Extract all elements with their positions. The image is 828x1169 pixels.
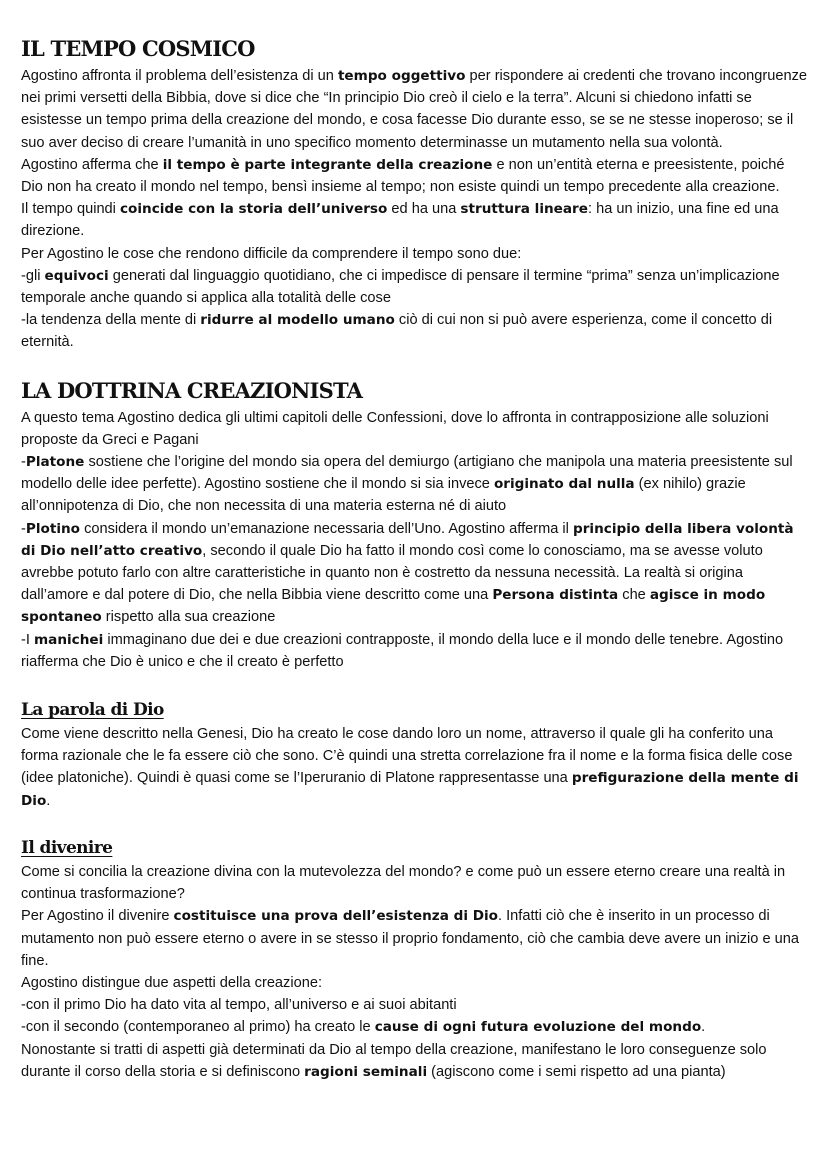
section-parola-di-dio	[21, 699, 810, 812]
list-item: -I manichei immaginano due dei e due creazioni contrapposte, il mondo della luce e il mondo delle tenebre. Agostino riafferma che Dio è unico e che il creato è perfetto	[21, 631, 784, 670]
paragraph: Come si concilia la creazione divina con la mutevolezza del mondo? e come può un essere eterno creare una realtà in continua trasformazione?	[21, 863, 786, 903]
list-item: -gli equivoci generati dal linguaggio quotidiano, che ci impedisce di pensare il termine “prima” senza un’implicazione temporale anche quando si applica alla totalità delle cose	[21, 267, 780, 307]
subsection-heading: Il divenire	[21, 837, 113, 858]
list-item: -con il primo Dio ha dato vita al tempo, all’universo e ai suoi abitanti	[21, 997, 457, 1014]
paragraph: A questo tema Agostino dedica gli ultimi capitoli delle Confessioni, dove lo affronta in contrapposizione alle soluzioni proposte da Greci e Pagani	[21, 409, 769, 448]
paragraph: Nonostante si tratti di aspetti già determinati da Dio al tempo della creazione, manifestano le loro conseguenze solo durante il corso della storia e si definiscono ragioni seminali (agiscono come i semi rispetto ad una pianta)	[21, 1041, 767, 1080]
paragraph: Come viene descritto nella Genesi, Dio ha creato le cose dando loro un nome, attraverso il quale gli ha conferito una forma razionale che le fa essere ciò che sono. C’è quindi una stretta correlazione fra il nome e la forma fisica delle cose (idee platoniche). Quindi è quasi come se l’Iperuranio di Platone rappresentasse una prefigurazione della mente di Dio.	[21, 726, 799, 809]
section-heading: IL TEMPO COSMICO	[21, 36, 255, 61]
list-item: -con il secondo (contemporaneo al primo) ha creato le cause di ogni futura evoluzione del mondo.	[21, 1019, 706, 1036]
section-dottrina-creazionista	[21, 378, 810, 673]
subsection-heading: La parola di Dio	[21, 700, 164, 721]
paragraph: Agostino afferma che il tempo è parte integrante della creazione e non un’entità eterna e preesistente, poiché Dio non ha creato il mondo nel tempo, bensì insieme al tempo; non esiste quindi un tempo precedente alla creazione.	[21, 156, 785, 196]
section-heading: LA DOTTRINA CREAZIONISTA	[21, 377, 363, 403]
list-item: -Platone sostiene che l’origine del mondo sia opera del demiurgo (artigiano che manipola una materia preesistente sul modello delle idee perfette). Agostino sostiene che il mondo si sia invece originato dal nulla (ex nihilo) grazie all’onnipotenza di Dio, che non necessita di una materia esterna né di aiuto	[21, 454, 793, 515]
paragraph: Il tempo quindi coincide con la storia dell’universo ed ha una struttura lineare: ha un inizio, una fine ed una direzione.	[21, 201, 779, 240]
section-tempo-cosmico	[21, 36, 810, 354]
paragraph: Agostino affronta il problema dell’esistenza di un tempo oggettivo per rispondere ai credenti che trovano incongruenze nei primi versetti della Bibbia, dove si dice che “In principio Dio creò il cielo e la terra”. Alcuni si chiedono infatti se esistesse un tempo prima della creazione del mondo, e cosa facesse Dio durante esso, se se ne stesse inoperoso; se il suo aver deciso di creare l’umanità in uno specifico momento determinasse un mutamento nella sua volontà.	[21, 68, 808, 151]
list-item: -la tendenza della mente di ridurre al modello umano ciò di cui non si può avere esperienza, come il concetto di eternità.	[21, 312, 773, 351]
paragraph: Per Agostino le cose che rendono difficile da comprendere il tempo sono due:	[21, 245, 522, 262]
list-item: -Plotino considera il mondo un’emanazione necessaria dell’Uno. Agostino afferma il principio della libera volontà di Dio nell’atto creativo, secondo il quale Dio ha fatto il mondo così come lo conosciamo, ma se avesse voluto avrebbe potuto farlo con altre caratteristiche in quanto non è costretto da nessuna necessità. La realtà si origina dall’amore e dal potere di Dio, che nella Bibbia viene descritto come una Persona distinta che agisce in modo spontaneo rispetto alla sua creazione	[21, 520, 794, 626]
paragraph: Per Agostino il divenire costituisce una prova dell’esistenza di Dio. Infatti ciò che è inserito in un processo di mutamento non può essere eterno o avere in se stesso il proprio fondamento, ciò che cambia deve avere un inizio e una fine.	[21, 908, 799, 969]
section-divenire	[21, 837, 810, 1083]
paragraph: Agostino distingue due aspetti della creazione:	[21, 974, 322, 991]
